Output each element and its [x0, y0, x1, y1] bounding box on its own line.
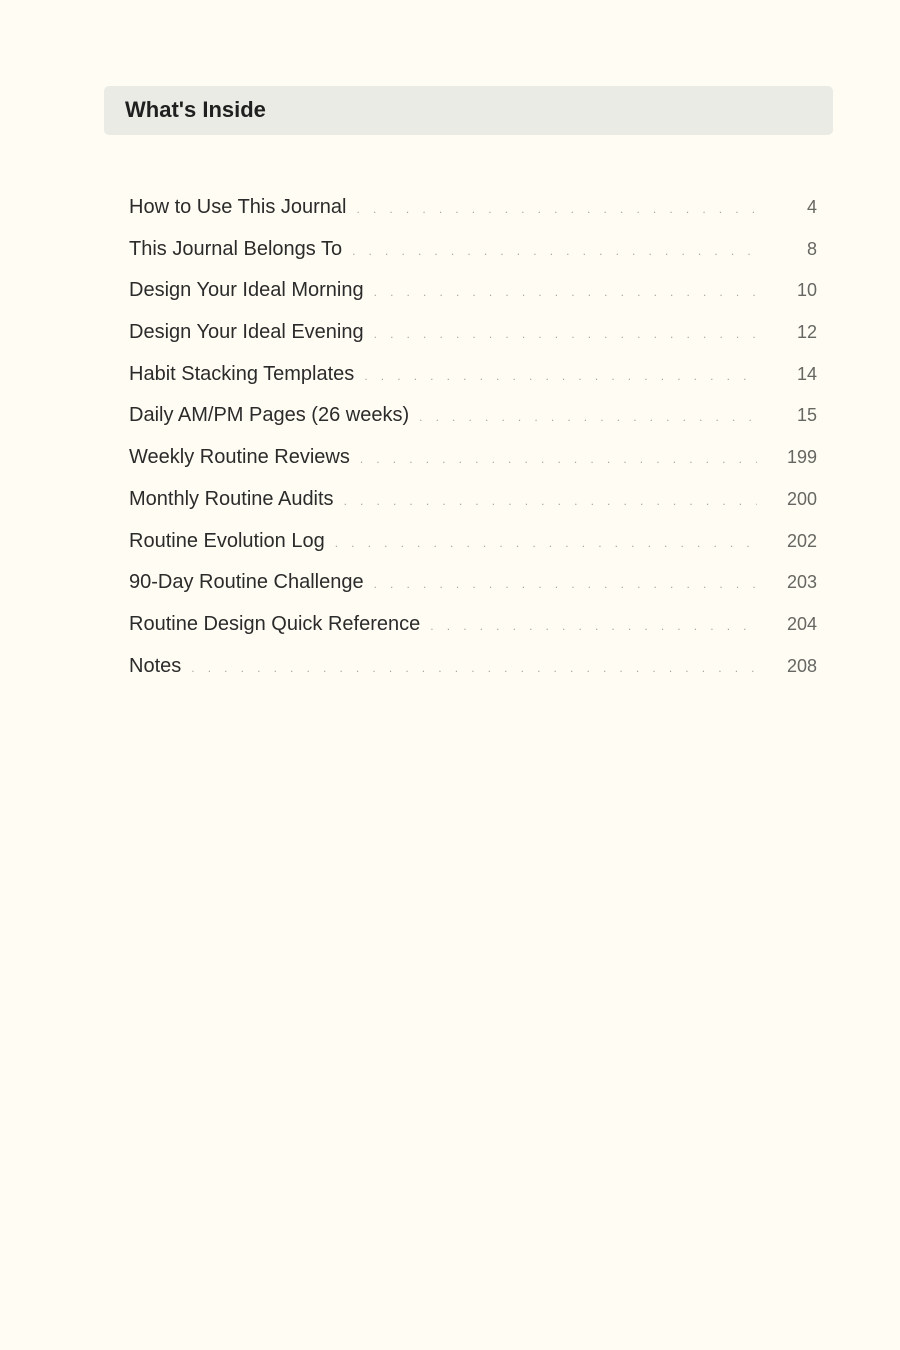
toc-entry[interactable] [129, 604, 817, 646]
toc-entry[interactable] [129, 354, 817, 396]
toc-entry[interactable] [129, 437, 817, 479]
toc-entry[interactable] [129, 479, 817, 521]
toc-entry-page: 10 [796, 280, 817, 301]
toc-entry-title: Notes [129, 654, 182, 677]
dot-leader [374, 564, 757, 606]
dot-leader [374, 314, 757, 356]
toc-entry-page: 12 [796, 322, 817, 343]
toc-entry[interactable] [129, 646, 817, 688]
dot-leader [364, 356, 757, 398]
toc-entry[interactable] [129, 187, 817, 229]
toc-entry-title: Routine Evolution Log [129, 529, 325, 552]
page-title: What's Inside [125, 96, 266, 122]
toc-entry-title: This Journal Belongs To [129, 237, 343, 260]
toc-entry-page: 14 [796, 363, 817, 384]
toc-entry[interactable] [129, 229, 817, 271]
toc-entry-page: 204 [786, 613, 817, 634]
toc-entry-page: 8 [806, 238, 817, 259]
toc-entry[interactable] [129, 312, 817, 354]
dot-leader [430, 606, 757, 648]
toc-entry[interactable] [129, 521, 817, 563]
toc-entry-page: 4 [806, 197, 817, 217]
toc-entry-title: Weekly Routine Reviews [129, 446, 350, 469]
toc-entry-page: 203 [786, 572, 817, 593]
toc-entry-title: Habit Stacking Templates [129, 362, 355, 385]
toc-entry-title: 90-Day Routine Challenge [129, 571, 364, 594]
dot-leader [374, 272, 757, 314]
toc-entry-title: Monthly Routine Audits [129, 487, 334, 510]
dot-leader [352, 231, 757, 273]
toc-entry-page: 208 [786, 655, 817, 676]
toc-entry-title: Daily AM/PM Pages (26 weeks) [129, 404, 410, 427]
contents-header-bar [104, 86, 833, 135]
toc-entry-page: 200 [786, 488, 817, 509]
dot-leader [191, 648, 757, 690]
toc-entry-title: How to Use This Journal [129, 196, 347, 218]
dot-leader [344, 481, 757, 523]
dot-leader [357, 189, 758, 231]
toc-entry[interactable] [129, 395, 817, 437]
toc-entry-title: Design Your Ideal Morning [129, 279, 364, 302]
toc-entry-page: 199 [786, 447, 817, 468]
toc-entry-page: 202 [786, 530, 817, 551]
toc-entry[interactable] [129, 270, 817, 312]
toc-entry-page: 15 [796, 405, 817, 426]
toc-entry-title: Design Your Ideal Evening [129, 321, 364, 344]
table-of-contents [129, 187, 817, 687]
toc-entry-title: Routine Design Quick Reference [129, 612, 421, 635]
dot-leader [335, 523, 757, 565]
dot-leader [419, 397, 757, 439]
dot-leader [360, 439, 757, 481]
toc-entry[interactable] [129, 562, 817, 604]
